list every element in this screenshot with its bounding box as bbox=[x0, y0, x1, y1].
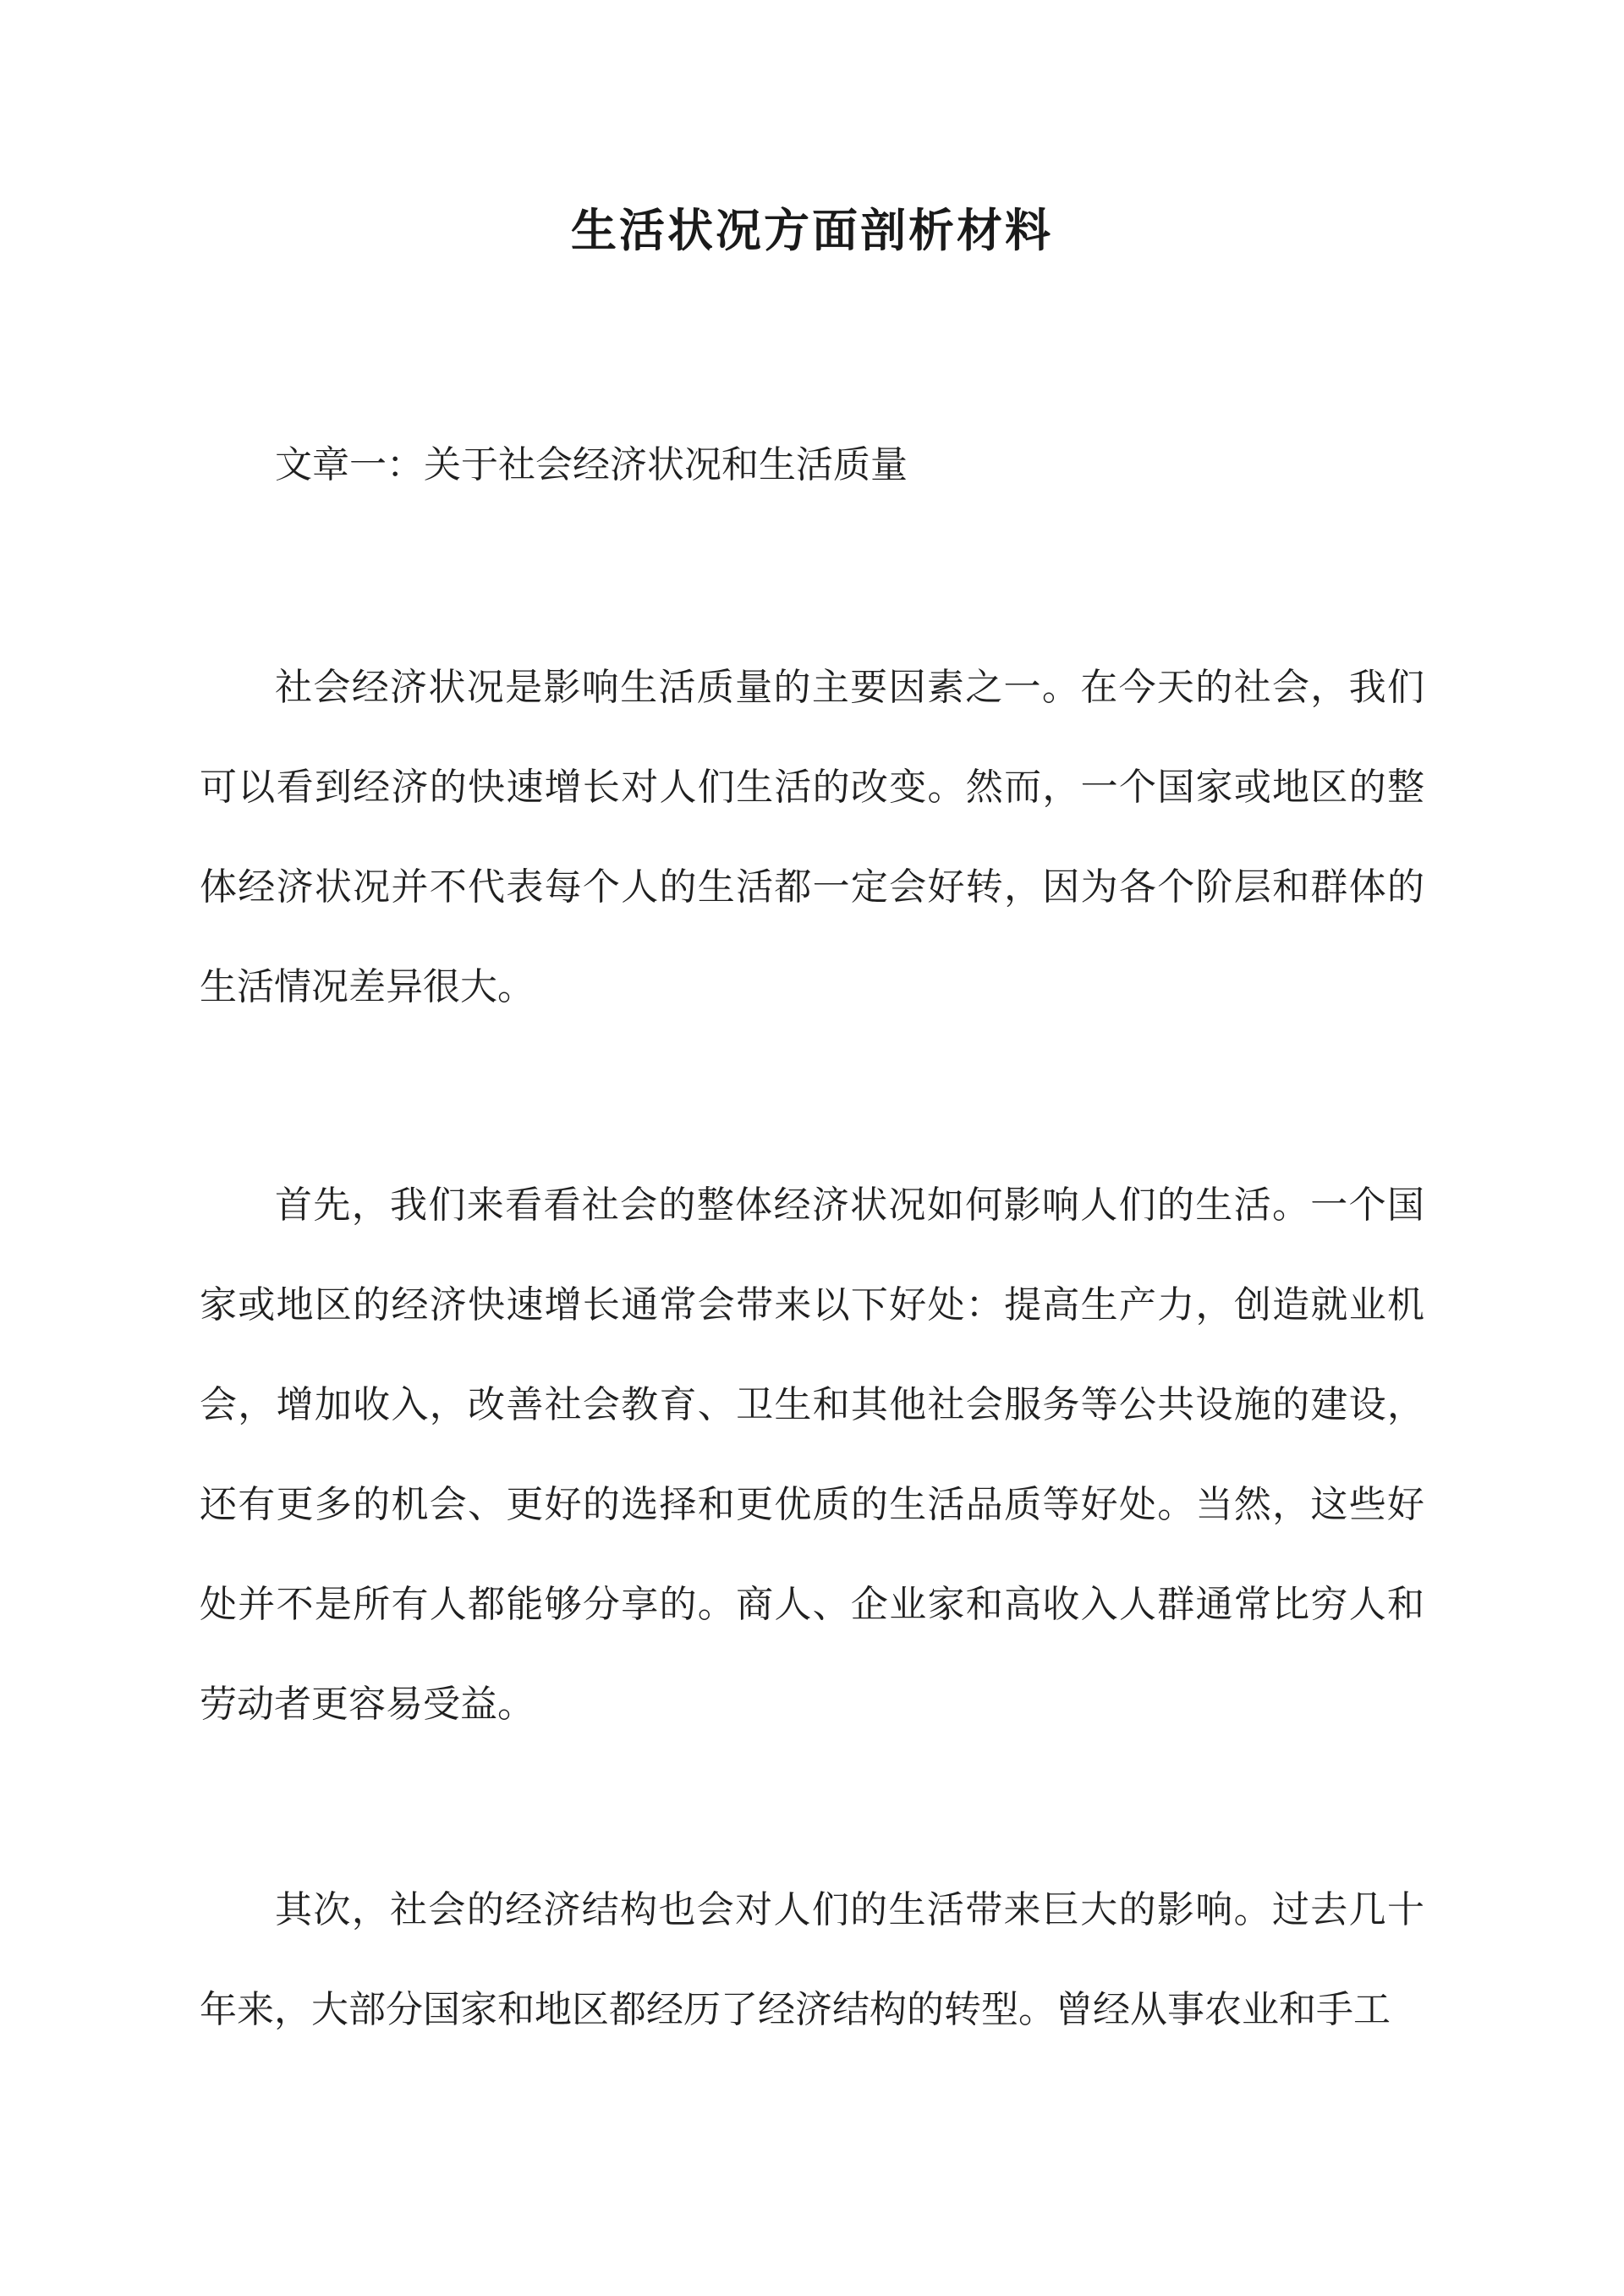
body-paragraph-1: 社会经济状况是影响生活质量的主要因素之一。在今天的社会，我们可以看到经济的快速增长对人们生活的改变。然而，一个国家或地区的整体经济状况并不代表每个人的生活都一定会好转，因为各个阶层和群体的生活情况差异很大。 bbox=[200, 666, 1424, 1008]
article-subheading: 文章一：关于社会经济状况和生活质量 bbox=[275, 443, 908, 486]
body-paragraph-2: 首先，我们来看看社会的整体经济状况如何影响人们的生活。一个国家或地区的经济快速增长通常会带来以下好处：提高生产力，创造就业机会，增加收入，改善社会教育、卫生和其他社会服务等公共设施的建设，还有更多的机会、更好的选择和更优质的生活品质等好处。当然，这些好处并不是所有人都能够分享的。商人、企业家和高收入人群通常比穷人和劳动者更容易受益。 bbox=[200, 1184, 1424, 1726]
document-title: 生活状况方面剖析材料 bbox=[571, 203, 1053, 257]
body-paragraph-3: 其次，社会的经济结构也会对人们的生活带来巨大的影响。过去几十年来，大部分国家和地区都经历了经济结构的转型。曾经从事农业和手工 bbox=[200, 1888, 1424, 2031]
